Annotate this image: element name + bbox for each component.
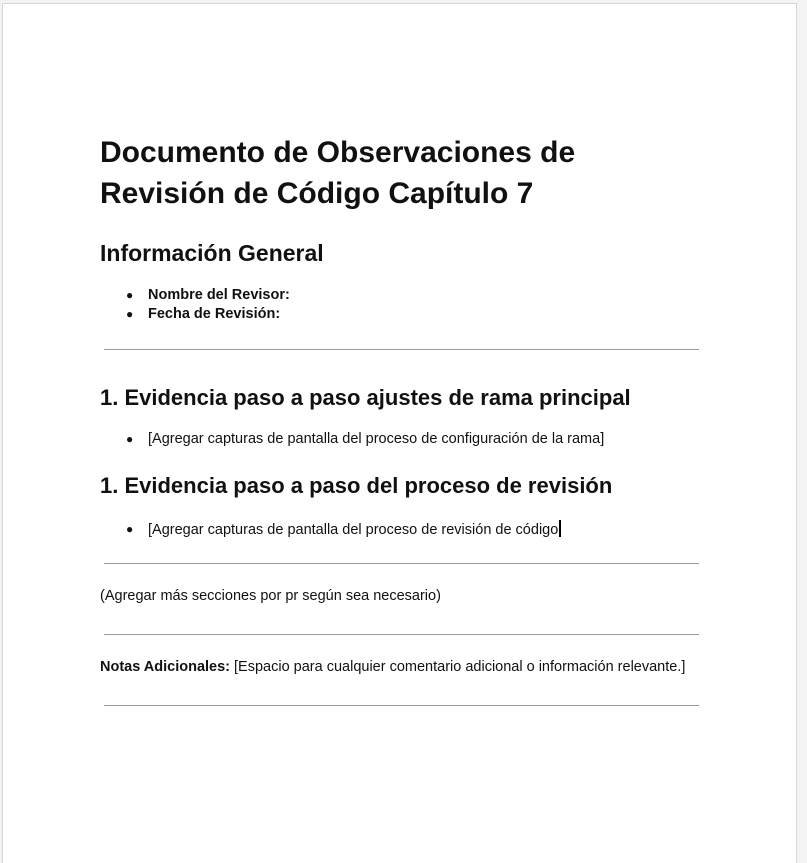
list-item	[100, 520, 561, 540]
text-cursor	[559, 520, 561, 537]
bullet-icon: ●	[126, 432, 134, 446]
horizontal-rule	[104, 705, 699, 706]
review-date-label: Fecha de Revisión:	[148, 306, 281, 322]
branch-evidence-placeholder: [Agregar capturas de pantalla del proceso de configuración de la rama]	[148, 431, 605, 447]
list-item	[100, 305, 290, 324]
general-info-heading: Información General	[100, 240, 324, 266]
review-evidence-list	[100, 520, 561, 540]
branch-evidence-heading: 1. Evidencia paso a paso ajustes de rama principal	[100, 385, 631, 410]
additional-notes	[100, 658, 685, 677]
horizontal-rule	[104, 634, 699, 635]
branch-evidence-list	[100, 430, 604, 449]
additional-notes-label: Notas Adicionales:	[100, 659, 230, 675]
list-item	[100, 286, 290, 305]
reviewer-name-label: Nombre del Revisor:	[148, 287, 290, 303]
horizontal-rule	[104, 349, 699, 350]
horizontal-rule	[104, 563, 699, 564]
review-evidence-heading: 1. Evidencia paso a paso del proceso de revisión	[100, 473, 613, 498]
document-page[interactable]	[2, 3, 797, 863]
bullet-icon: ●	[126, 522, 134, 536]
additional-notes-text: [Espacio para cualquier comentario adicional o información relevante.]	[230, 659, 686, 675]
more-sections-note: (Agregar más secciones por pr según sea necesario)	[100, 588, 441, 604]
review-evidence-placeholder[interactable]: [Agregar capturas de pantalla del proceso de revisión de código	[148, 522, 559, 538]
list-item	[100, 430, 604, 449]
general-info-list	[100, 286, 290, 324]
document-title: Documento de Observaciones de Revisión de Código Capítulo 7	[100, 136, 576, 210]
bullet-icon: ●	[126, 307, 134, 321]
bullet-icon: ●	[126, 288, 134, 302]
